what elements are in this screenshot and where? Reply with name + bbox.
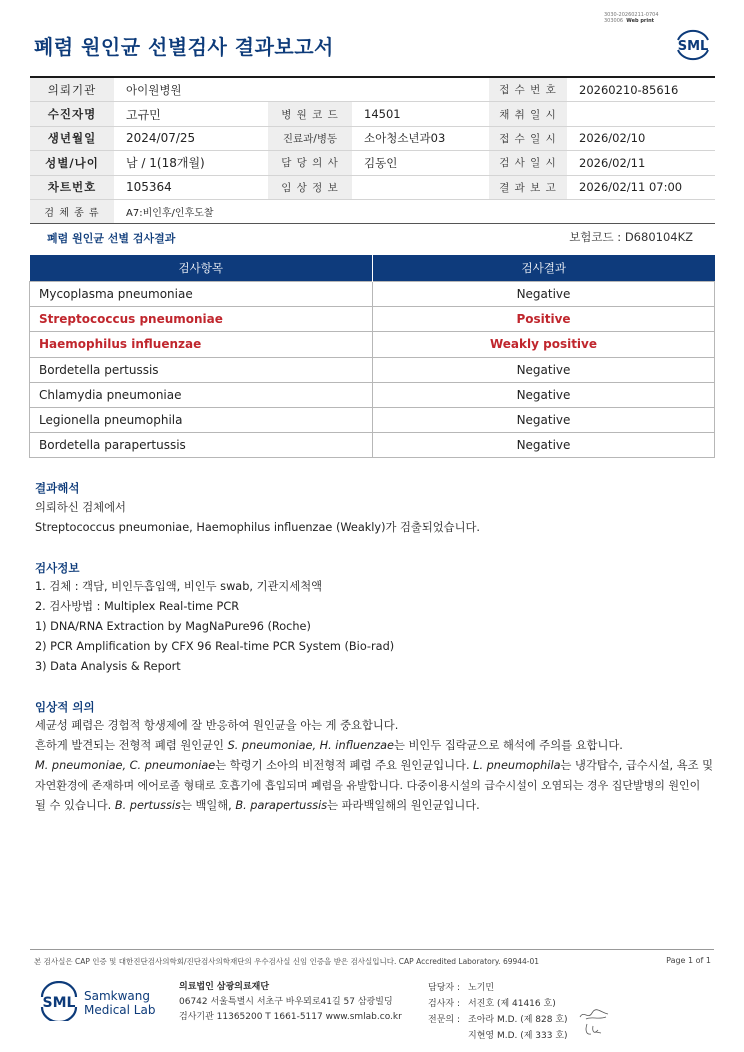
- insurance-code: 보험코드 : D680104KZ: [569, 230, 693, 244]
- accreditation-note: 본 검사실은 CAP 인증 및 대한진단검사의학회/진단검사의학재단의 우수검사실 신임 인증을 받은 검사실입니다. CAP Accredited Laboratory. 69944-01: [34, 957, 540, 966]
- patient-info-table: [30, 76, 715, 224]
- table-row: [30, 332, 715, 357]
- result-value: Negative: [373, 357, 715, 382]
- interpretation-title: 결과해석: [35, 481, 80, 495]
- test-info-line: 1) DNA/RNA Extraction by MagNaPure96 (Roche): [35, 620, 311, 633]
- results-section-title: 폐렴 원인균 선별 검사결과: [47, 232, 176, 245]
- interpretation-line: Streptococcus pneumoniae, Haemophilus influenzae (Weakly)가 검출되었습니다.: [35, 521, 481, 534]
- specimen-label: 검 체 종 류: [30, 199, 114, 223]
- info-row: [30, 126, 715, 150]
- specimen-value: A7:비인후/인후도찰: [114, 199, 715, 223]
- birth-value: 2024/07/25: [114, 126, 268, 150]
- collect-date-label: 채 취 일 시: [489, 102, 567, 126]
- signature-icon: [583, 1022, 603, 1038]
- result-item-name: Mycoplasma pneumoniae: [30, 282, 373, 307]
- table-row: [30, 433, 715, 458]
- doctor-label: 담 당 의 사: [268, 151, 352, 175]
- signature-icon: [578, 1008, 610, 1022]
- sex-age-value: 남 / 1(18개월): [114, 151, 268, 175]
- results-table: [29, 255, 715, 458]
- clinical-line: M. pneumoniae, C. pneumoniae는 학령기 소아의 비전형적 폐렴 주요 원인균입니다. L. pneumophila는 냉각탑수, 급수시설, 욕조 및: [35, 759, 714, 772]
- specialist-line: 지현영 M.D. (제 333 호): [468, 1031, 568, 1041]
- sml-logo-icon: [672, 26, 714, 62]
- hospital-code-label: 병 원 코 드: [268, 102, 352, 126]
- result-item-name: [30, 307, 373, 332]
- lab-name-line-1: Samkwang: [84, 989, 150, 1003]
- clinical-value: [352, 175, 489, 199]
- org-name: 의료법인 삼광의료재단: [179, 982, 270, 992]
- info-row: [30, 102, 715, 126]
- result-value: Negative: [373, 382, 715, 407]
- code-line-2: 303006 Web print: [604, 18, 655, 24]
- info-row: [30, 175, 715, 199]
- req-org-label: 의뢰기관: [30, 77, 114, 102]
- result-value: Negative: [373, 282, 715, 307]
- chart-no-label: 차트번호: [30, 175, 114, 199]
- table-row: [30, 407, 715, 432]
- col-result-header: 검사결과: [373, 255, 715, 282]
- hospital-code-value: 14501: [352, 102, 489, 126]
- footer-divider: [30, 949, 714, 950]
- clinical-line: 될 수 있습니다. B. pertussis는 백일해, B. parapertussis는 파라백일해의 원인균입니다.: [35, 799, 480, 812]
- clinical-title: 임상적 의의: [35, 700, 95, 714]
- specialist-line: 전문의 : 조아라 M.D. (제 828 호): [428, 1015, 568, 1025]
- result-item-name-text: Haemophilus influenzae: [39, 337, 202, 352]
- result-value: Weakly positive: [373, 332, 715, 357]
- result-item-name: Bordetella parapertussis: [30, 433, 373, 458]
- clinical-line: 흔하게 발견되는 전형적 폐렴 원인균인 S. pneumoniae, H. influenzae는 비인두 집락균으로 해석에 주의를 요합니다.: [35, 739, 623, 752]
- doctor-value: 김동인: [352, 151, 489, 175]
- sex-age-label: 성별/나이: [30, 151, 114, 175]
- receipt-no-value: 20260210-85616: [567, 77, 715, 102]
- receipt-date-value: 2026/02/10: [567, 126, 715, 150]
- lab-address: 06742 서울특별시 서초구 바우뫼로41길 57 삼광빌딩: [179, 997, 393, 1007]
- test-date-value: 2026/02/11: [567, 151, 715, 175]
- logo-text: SML: [677, 39, 709, 54]
- test-info-line: 3) Data Analysis & Report: [35, 660, 181, 673]
- lab-address-block: [179, 980, 402, 1025]
- lab-name: [84, 989, 155, 1017]
- collect-date-value: [567, 102, 715, 126]
- req-org-value: 아이원병원: [114, 77, 489, 102]
- table-row: [30, 282, 715, 307]
- logo-text: SML: [42, 995, 76, 1011]
- table-row: [30, 307, 715, 332]
- result-value: Negative: [373, 433, 715, 458]
- code-line-1: 3030-20260211-0704: [604, 12, 659, 18]
- test-info-line: 1. 검체 : 객담, 비인두흡입액, 비인두 swab, 기관지세척액: [35, 580, 323, 593]
- results-header-row: [30, 255, 715, 282]
- test-info-line: 2) PCR Amplification by CFX 96 Real-time PCR System (Bio-rad): [35, 640, 395, 653]
- table-row: [30, 382, 715, 407]
- tester-line: 검사자 : 서진호 (제 41416 호): [428, 999, 556, 1009]
- info-row: [30, 199, 715, 223]
- clinical-label: 임 상 정 보: [268, 175, 352, 199]
- result-value: Positive: [373, 307, 715, 332]
- result-value: Negative: [373, 407, 715, 432]
- clinical-line: 자연환경에 존재하며 에어로졸 형태로 호흡기에 흡입되며 폐렴을 유발합니다. 다중이용시설의 급수시설이 오염되는 경우 집단발병의 원인이: [35, 779, 701, 792]
- result-item-name: Legionella pneumophila: [30, 407, 373, 432]
- name-value: 고규민: [114, 102, 268, 126]
- test-info-title: 검사정보: [35, 561, 80, 575]
- result-item-name: Bordetella pertussis: [30, 357, 373, 382]
- info-row: [30, 77, 715, 102]
- name-label: 수진자명: [30, 102, 114, 126]
- document-code: [604, 12, 659, 24]
- receipt-date-label: 접 수 일 시: [489, 126, 567, 150]
- col-item-header: 검사항목: [30, 255, 373, 282]
- lab-contact: 검사기관 11365200 T 1661-5117 www.smlab.co.kr: [179, 1012, 402, 1022]
- info-row: [30, 151, 715, 175]
- staff-block: [428, 980, 568, 1044]
- test-date-label: 검 사 일 시: [489, 151, 567, 175]
- birth-label: 생년월일: [30, 126, 114, 150]
- clinical-line: 세균성 폐렴은 경험적 항생제에 잘 반응하여 원인균을 아는 게 중요합니다.: [35, 719, 399, 732]
- report-label: 결 과 보 고: [489, 175, 567, 199]
- interpretation-line: 의뢰하신 검체에서: [35, 501, 126, 514]
- dept-value: 소아청소년과03: [352, 126, 489, 150]
- test-info-line: 2. 검사방법 : Multiplex Real-time PCR: [35, 600, 240, 613]
- table-row: [30, 357, 715, 382]
- lab-name-line-2: Medical Lab: [84, 1003, 156, 1017]
- result-item-name: [30, 332, 373, 357]
- report-date-value: 2026/02/11 07:00: [567, 175, 715, 199]
- result-item-name-text: Streptococcus pneumoniae: [39, 312, 223, 327]
- manager-line: 담당자 : 노기민: [428, 983, 495, 993]
- report-title: 폐렴 원인균 선별검사 결과보고서: [34, 35, 334, 59]
- sml-logo-icon: [37, 981, 81, 1021]
- page-number: Page 1 of 1: [666, 956, 711, 965]
- receipt-no-label: 접 수 번 호: [489, 77, 567, 102]
- result-item-name: Chlamydia pneumoniae: [30, 382, 373, 407]
- chart-no-value: 105364: [114, 175, 268, 199]
- dept-label: 진료과/병동: [268, 126, 352, 150]
